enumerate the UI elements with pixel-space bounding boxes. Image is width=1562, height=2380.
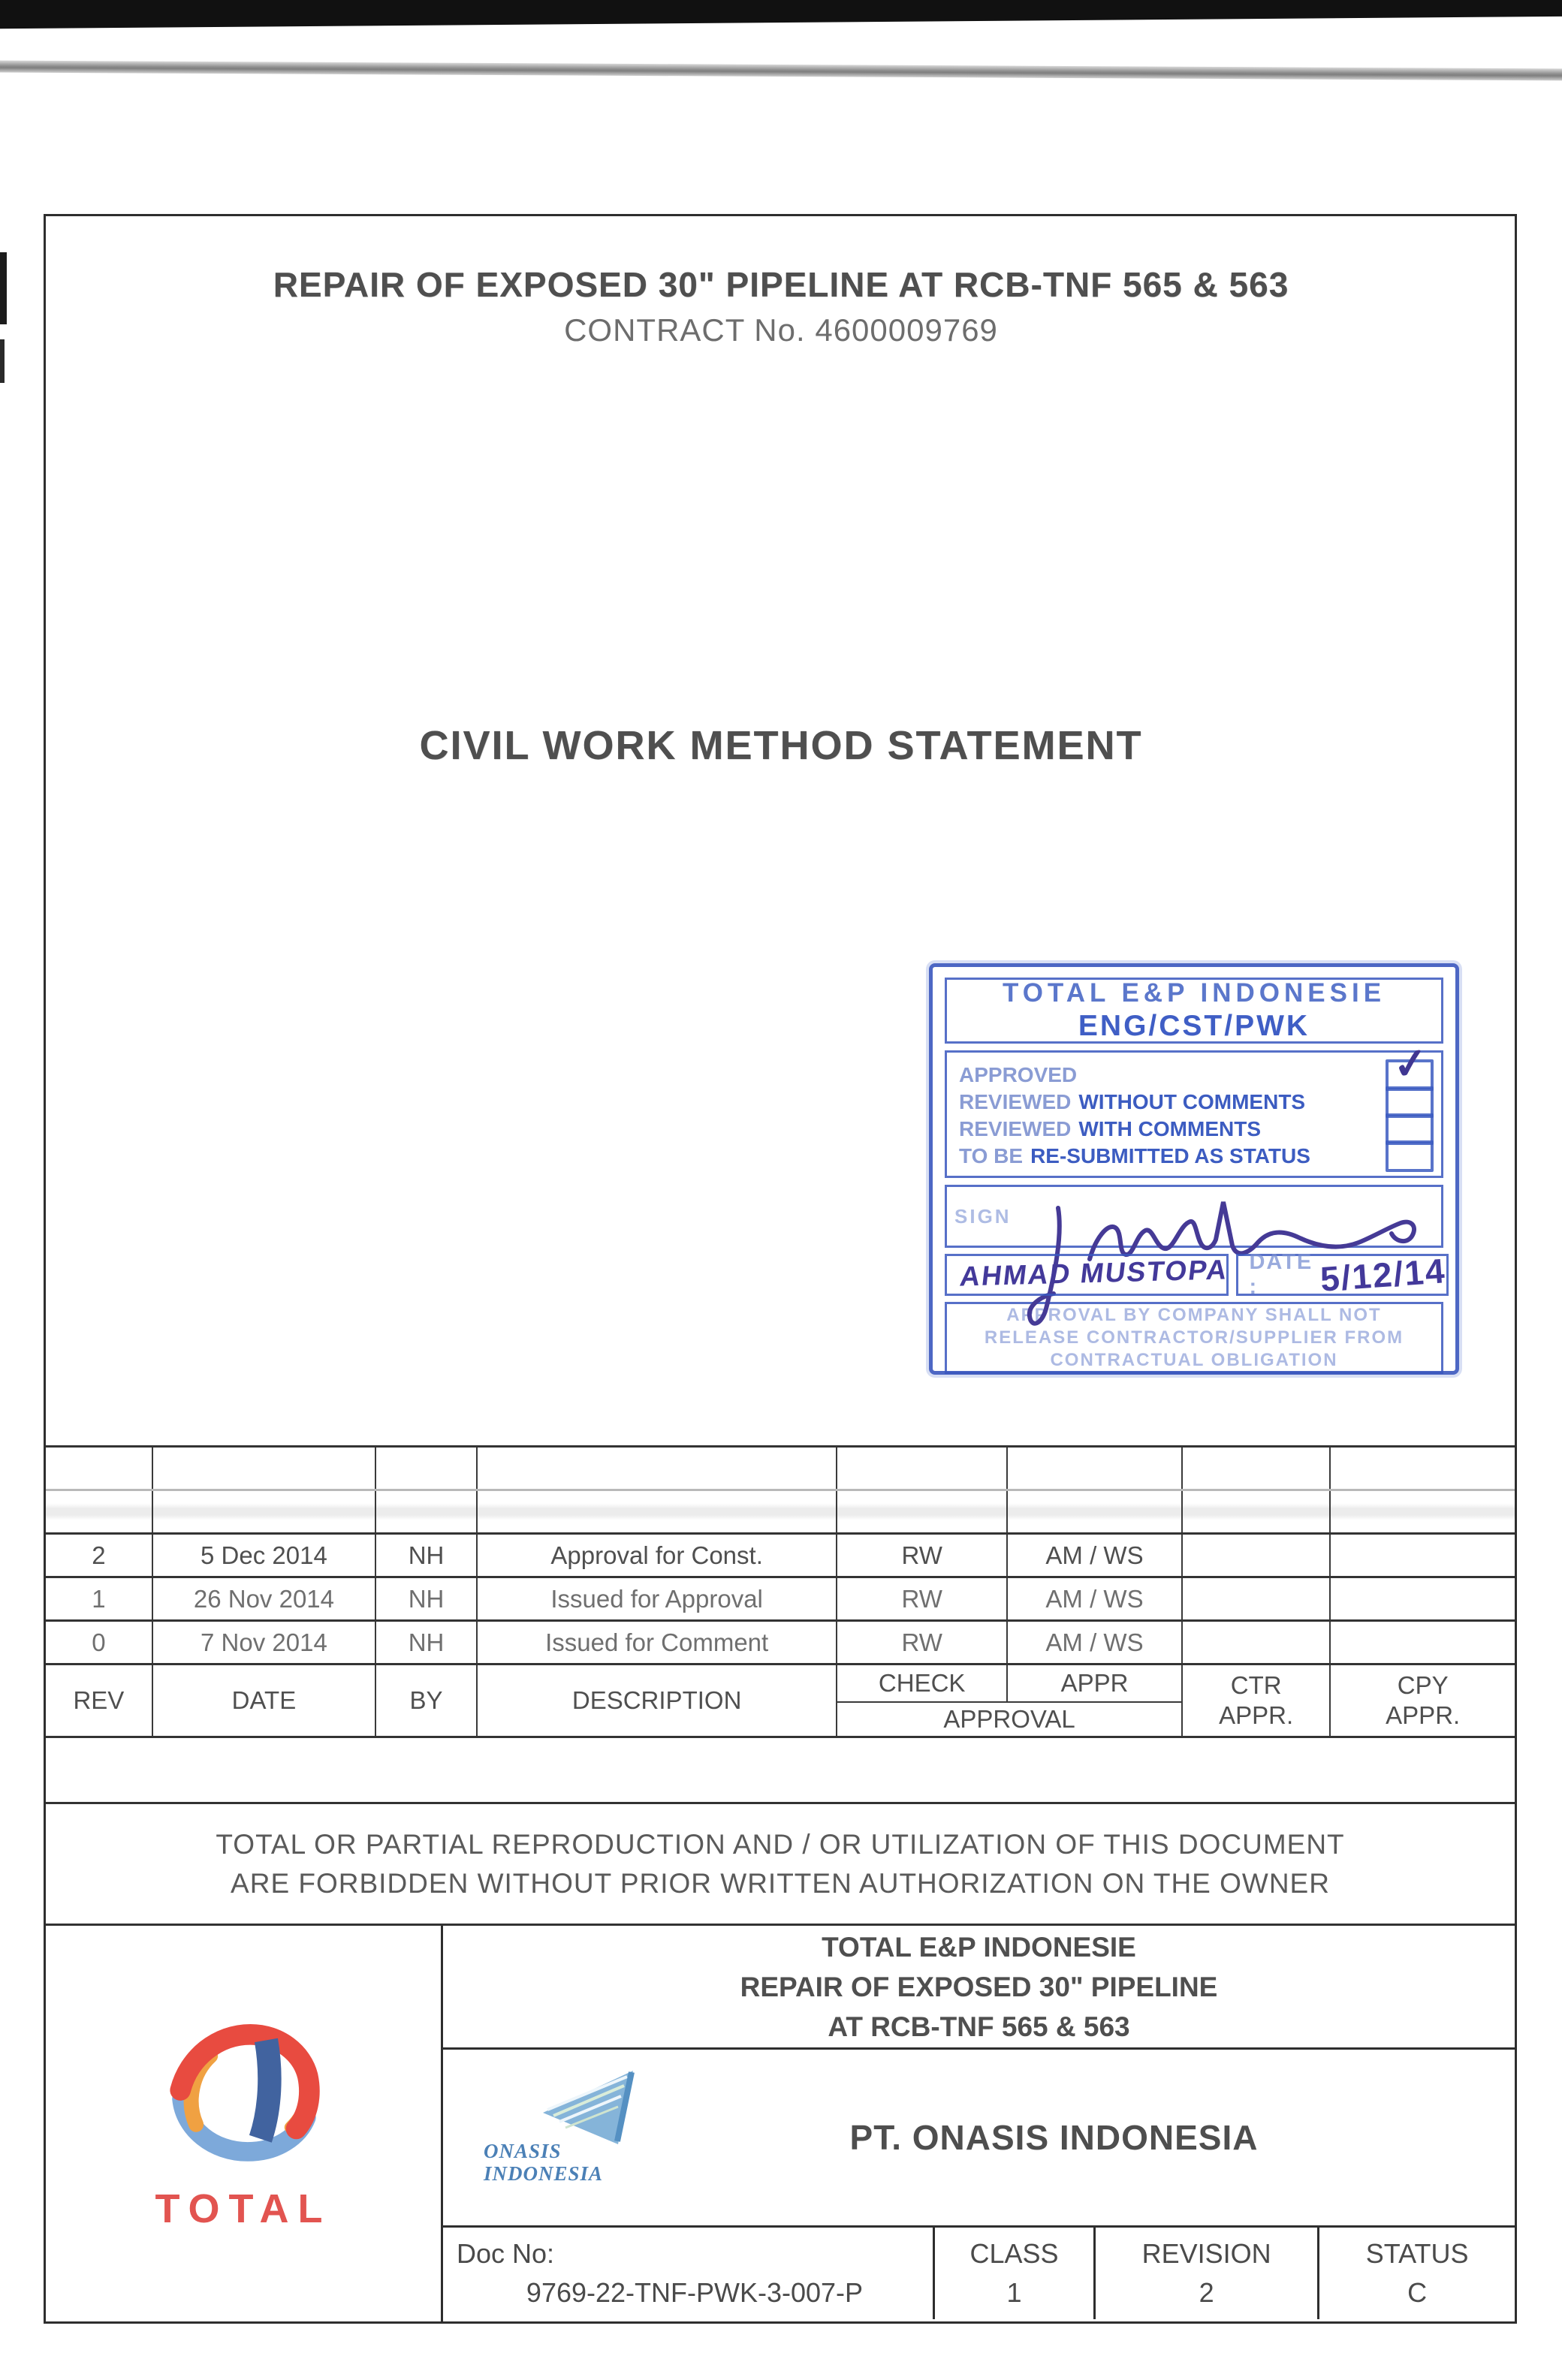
onasis-logo-text-1: ONASIS (484, 2140, 562, 2162)
scan-top-black-bar (0, 0, 1562, 29)
stamp-option-approved: APPROVED ✓ (959, 1062, 1434, 1089)
class-value: 1 (1006, 2277, 1022, 2308)
date-label: DATE : (1249, 1250, 1313, 1299)
stamp-option-reviewed-with-comments: REVIEWED WITH COMMENTS (959, 1116, 1434, 1143)
revision-row-2 (46, 1535, 1515, 1578)
revision-cell (1096, 2228, 1319, 2319)
stamp-option-reviewed-without-comments: REVIEWED WITHOUT COMMENTS (959, 1089, 1434, 1116)
revision-table (46, 1445, 1515, 1738)
rev-appr: AM / WS (1008, 1535, 1183, 1576)
contract-number: CONTRACT No. 4600009769 (564, 312, 998, 348)
col-header-appr: APPR (1008, 1665, 1183, 1703)
signed-date-cell (1236, 1250, 1448, 1299)
class-cell (935, 2228, 1096, 2319)
rev-by: NH (376, 1622, 478, 1663)
sign-label: SIGN (954, 1205, 1012, 1228)
rev-number: 2 (46, 1535, 153, 1576)
col-header-approval: APPROVAL (837, 1703, 1183, 1736)
date-value: 5/12/14 (1319, 1251, 1448, 1299)
doc-no-value: 9769-22-TNF-PWK-3-007-P (526, 2277, 864, 2308)
rev-date: 5 Dec 2014 (153, 1535, 376, 1576)
col-header-by: BY (376, 1665, 478, 1736)
class-label: CLASS (969, 2238, 1059, 2269)
rev-cpy (1331, 1535, 1515, 1576)
total-logo-cell (46, 1926, 443, 2321)
col-header-description: DESCRIPTION (478, 1665, 837, 1736)
rev-ctr (1183, 1535, 1331, 1576)
checkbox (1386, 1140, 1434, 1172)
col-header-ctr-appr: CTR APPR. (1183, 1665, 1331, 1736)
signed-name: AHMAD MUSTOPA (958, 1254, 1230, 1292)
rev-number: 1 (46, 1578, 153, 1619)
revision-value: 2 (1199, 2277, 1214, 2308)
rev-ctr (1183, 1622, 1331, 1663)
revision-label: REVISION (1141, 2238, 1271, 2269)
rev-ctr (1183, 1578, 1331, 1619)
onasis-logo-text-2: INDONESIA (484, 2162, 604, 2185)
rev-check: RW (837, 1535, 1008, 1576)
col-header-cpy-appr: CPY APPR. (1386, 1671, 1461, 1729)
rev-description: Issued for Comment (478, 1622, 837, 1663)
rev-by: NH (376, 1535, 478, 1576)
col-header-check: CHECK (837, 1665, 1008, 1703)
scan-gray-line (0, 60, 1562, 80)
revision-row-1 (46, 1578, 1515, 1622)
rev-cpy (1331, 1578, 1515, 1619)
stamp-signature-area (945, 1185, 1443, 1248)
total-globe-logo (161, 2016, 326, 2166)
document-title: CIVIL WORK METHOD STATEMENT (419, 723, 1143, 768)
stamp-option-resubmit: TO BE RE-SUBMITTED AS STATUS (959, 1143, 1434, 1170)
rev-number: 0 (46, 1622, 153, 1663)
col-header-date: DATE (153, 1665, 376, 1736)
approval-stamp (929, 963, 1459, 1375)
rev-date: 7 Nov 2014 (153, 1622, 376, 1663)
header-title-block (0, 264, 1562, 348)
rev-cpy (1331, 1622, 1515, 1663)
stamp-status-options (945, 1038, 1443, 1178)
stamp-name-date-row (945, 1250, 1448, 1299)
stamp-org-name: TOTAL E&P INDONESIE (1002, 978, 1386, 1008)
project-title: REPAIR OF EXPOSED 30" PIPELINE AT RCB-TNF 565 & 563 (273, 265, 1289, 304)
rev-appr: AM / WS (1008, 1578, 1183, 1619)
status-value: C (1407, 2277, 1428, 2308)
revision-row-empty (46, 1448, 1515, 1491)
doc-no-cell (443, 2228, 935, 2319)
reproduction-notice: TOTAL OR PARTIAL REPRODUCTION AND / OR UTILIZATION OF THIS DOCUMENT ARE FORBIDDEN WITHOUT PRIOR WRITTEN AUTHORIZATION ON THE OWNER (46, 1802, 1515, 1926)
revision-row-0 (46, 1622, 1515, 1665)
stamp-department: ENG/CST/PWK (1078, 1010, 1310, 1042)
revision-table-header-row (46, 1665, 1515, 1738)
rev-appr: AM / WS (1008, 1622, 1183, 1663)
onasis-logo (481, 2066, 706, 2209)
col-header-rev: REV (46, 1665, 153, 1736)
stamp-disclaimer: APPROVAL BY COMPANY SHALL NOT RELEASE CONTRACTOR/SUPPLIER FROM CONTRACTUAL OBLIGATION (945, 1302, 1443, 1374)
contractor-name: PT. ONASIS INDONESIA (849, 2118, 1259, 2157)
rev-by: NH (376, 1578, 478, 1619)
title-block-footer (46, 1926, 1515, 2321)
signed-name-cell (945, 1254, 1229, 1296)
status-cell (1319, 2228, 1515, 2319)
rev-description: Issued for Approval (478, 1578, 837, 1619)
rev-date: 26 Nov 2014 (153, 1578, 376, 1619)
doc-no-label: Doc No: (457, 2238, 555, 2269)
doc-meta-row (443, 2228, 1515, 2319)
rev-check: RW (837, 1578, 1008, 1619)
status-label: STATUS (1365, 2238, 1469, 2269)
rev-description: Approval for Const. (478, 1535, 837, 1576)
client-project-title: TOTAL E&P INDONESIE REPAIR OF EXPOSED 30" PIPELINE AT RCB-TNF 565 & 563 (443, 1926, 1515, 2050)
stamp-header (945, 978, 1443, 1044)
revision-row-empty (46, 1491, 1515, 1535)
total-wordmark: TOTAL (155, 2186, 332, 2231)
rev-check: RW (837, 1622, 1008, 1663)
contractor-row (443, 2050, 1515, 2228)
check-icon: ✓ (1390, 1038, 1431, 1089)
